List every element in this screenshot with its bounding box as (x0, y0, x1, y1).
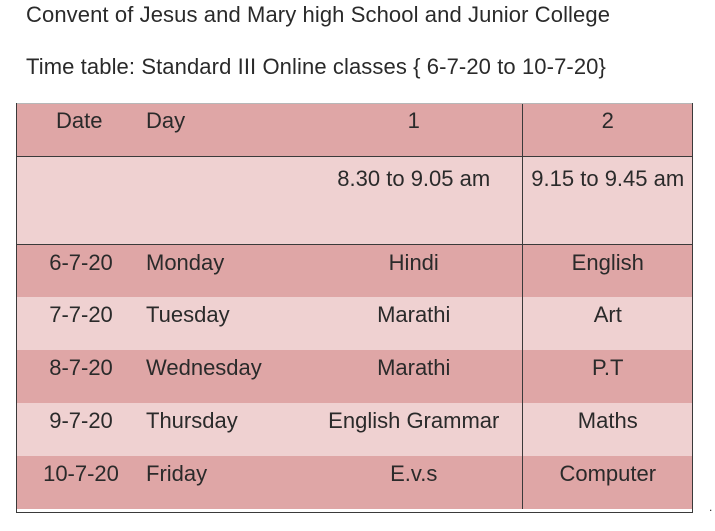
row-day: Monday (146, 244, 306, 297)
column-header-period-1: 1 (306, 103, 522, 156)
row-date: 7-7-20 (16, 297, 146, 350)
times-date-cell (16, 156, 146, 244)
table-row (16, 456, 693, 509)
table-row (16, 403, 693, 456)
row-day: Thursday (146, 403, 306, 456)
row-period-1: English Grammar (306, 403, 522, 456)
row-period-2: P.T (522, 350, 693, 403)
trailing-mark: . (709, 500, 713, 514)
row-day: Tuesday (146, 297, 306, 350)
table-top-border (16, 103, 693, 104)
row-date: 10-7-20 (16, 456, 146, 509)
period-times-row (16, 156, 693, 244)
row-period-2: Maths (522, 403, 693, 456)
column-header-day: Day (146, 103, 306, 156)
timetable (16, 103, 693, 509)
table-header-row (16, 103, 693, 156)
row-period-1: Hindi (306, 244, 522, 297)
table-row (16, 350, 693, 403)
row-period-1: E.v.s (306, 456, 522, 509)
row-period-2: English (522, 244, 693, 297)
table-row (16, 244, 693, 297)
period-1-time: 8.30 to 9.05 am (306, 156, 522, 244)
row-date: 8-7-20 (16, 350, 146, 403)
row-date: 9-7-20 (16, 403, 146, 456)
row-period-2: Computer (522, 456, 693, 509)
school-title: Convent of Jesus and Mary high School and Junior College (26, 2, 611, 27)
row-date: 6-7-20 (16, 244, 146, 297)
row-period-1: Marathi (306, 297, 522, 350)
row-day: Wednesday (146, 350, 306, 403)
times-day-cell (146, 156, 306, 244)
column-header-period-2: 2 (522, 103, 693, 156)
table-row (16, 297, 693, 350)
row-period-1: Marathi (306, 350, 522, 403)
column-header-date: Date (16, 103, 146, 156)
row-period-2: Art (522, 297, 693, 350)
period-2-time: 9.15 to 9.45 am (522, 156, 693, 244)
timetable-subtitle: Time table: Standard III Online classes { 6-7-20 to 10-7-20} (26, 54, 606, 79)
row-day: Friday (146, 456, 306, 509)
